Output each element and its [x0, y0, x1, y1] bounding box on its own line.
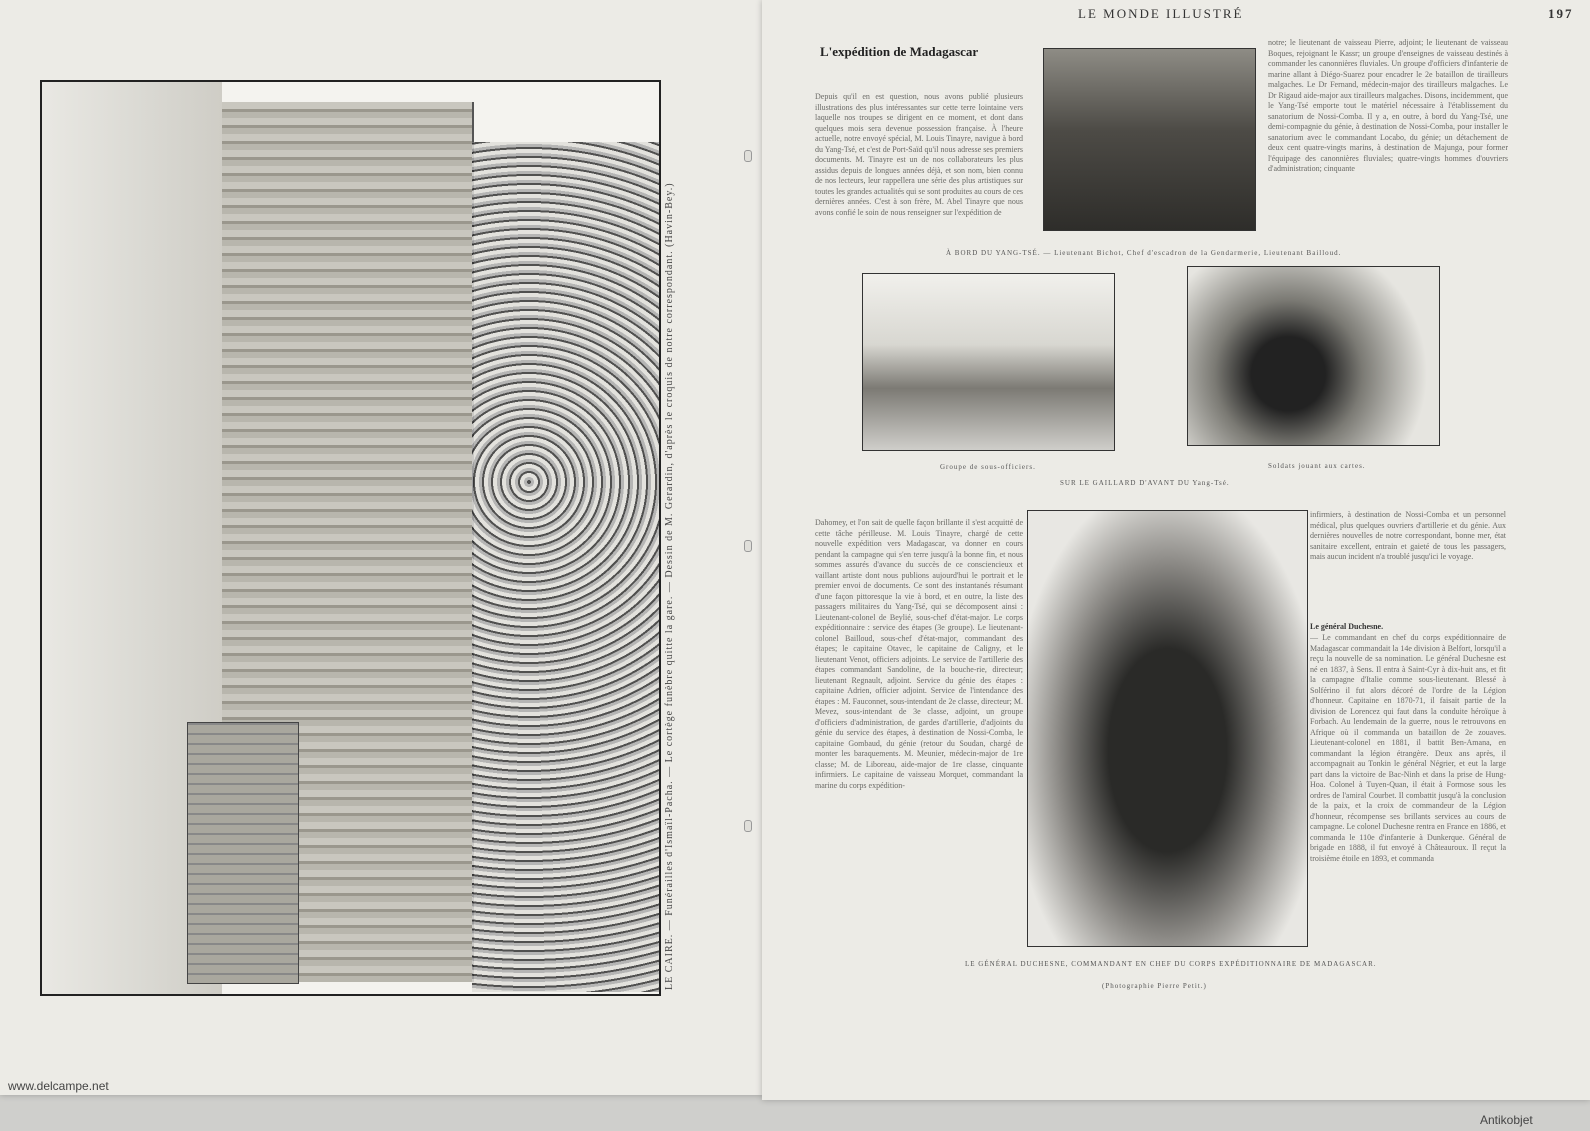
watermark-left: www.delcampe.net — [8, 1079, 109, 1093]
page-number: 197 — [1548, 6, 1574, 21]
article-column-3: Dahomey, et l'on sait de quelle façon brillante il s'est acquitté de cette tâche périlleuse. M. Louis Tinayre, chargé de cette nouvelle expédition vers Madagascar, va donner en cours pendant la campagne qui s'en terre jusqu'à la bonne fin, et nous sommes assurés d'avance du succès de ce consciencieux et vaillant artiste dont nous publions aujourd'hui le portrait et le premier envoi de documents. Ce sont des instantanés résumant d'une façon pittoresque la vie à bord, et en outre, la liste des passagers militaires du Yang-Tsé, qui se décomposent ainsi : Lieutenant-colonel de Beylié, sous-chef d'état-major. Le corps expéditionnaire : service des étapes (3e groupe). Le lieutenant-colonel Bailloud, sous-chef d'état-major, commandant des étapes; le capitaine Otavec, le capitaine de Caligny, et le lieutenant Venot, officiers adjoints. Le service de l'artillerie des étapes commandant Sandoline, de la bouche-rie, directeur; lieutenant Regnault, adjoint. Service du génie des étapes : capitaine Adrien, officier adjoint. Service de l'intendance des étapes : M. Fauconnet, sous-intendant de 2e classe, directeur; M. Mevez, sous-intendant de 3e classe, adjoint, un groupe d'officiers d'administration, de gardes d'artillerie, d'adjoints du génie du service des étapes, à destination de Nossi-Comba, le capitaine Gombaud, du génie (retour du Soudan, chargé de monter les baraquements. M. Meunier, médecin-major de 1re classe; M. de Liboreau, aide-major de 1re classe, cinquante infirmiers. Le capitaine de vaisseau Morquet, commandant la marine du corps expédition- — [815, 518, 1023, 790]
subhead-general-duchesne: Le général Duchesne. — [1310, 622, 1384, 631]
photo-general-duchesne — [1027, 510, 1308, 947]
article-column-4: infirmiers, à destination de Nossi-Comba et un personnel médical, plus quelques ouvriers d'artillerie et du génie. Aux dernières nouvelles de notre correspondant, bonne mer, état sanitaire excellent, entrain et gaieté de tous les passagers, mais aucun incident n'a troublé jusqu'ici le voyage. — [1310, 510, 1506, 561]
binding-hole — [744, 820, 752, 832]
photo-aboard-yang-tse — [1043, 48, 1256, 231]
binding-hole — [744, 540, 752, 552]
caption-group-nco: Groupe de sous-officiers. — [940, 463, 1036, 471]
caption-general: LE GÉNÉRAL DUCHESNE, COMMANDANT EN CHEF DU CORPS EXPÉDITIONNAIRE DE MADAGASCAR. — [965, 960, 1377, 968]
photo-credit: (Photographie Pierre Petit.) — [1102, 982, 1207, 990]
photo-soldiers-cards — [1187, 266, 1440, 446]
article-column-1: Depuis qu'il en est question, nous avons publié plusieurs illustrations des plus intéressantes sur cette terre lointaine vers laquelle nos troupes se dirigent en ce moment, et dont dans quelques mois sera devenue possession française. À l'heure actuelle, notre envoyé spécial, M. Louis Tinayre, navigue à bord du Yang-Tsé, et c'est de Port-Saïd qu'il nous adresse ses premiers documents. M. Tinayre est un de nos collaborateurs les plus assidus depuis de longues années déjà, et son nom, bien connu de nos lecteurs, leur rappellera une série des plus artistiques sur toutes les grandes actualités qui se sont produites au cours de ces dernières années. C'est à son frère, M. Abel Tinayre que nous avons confié le soin de nous renseigner sur l'expédition de — [815, 92, 1023, 217]
photo-group-nco — [862, 273, 1115, 451]
publication-header: LE MONDE ILLUSTRÉ — [1078, 6, 1244, 21]
caption-soldiers-cards: Soldats jouant aux cartes. — [1268, 462, 1366, 470]
cairo-funeral-engraving — [40, 80, 661, 996]
left-page — [0, 0, 762, 1095]
article-title: L'expédition de Madagascar — [820, 44, 979, 59]
engraving-procession-crowd — [472, 142, 661, 992]
article-column-2: notre; le lieutenant de vaisseau Pierre, adjoint; le lieutenant de vaisseau Boques, rejoignant le Kassr; un groupe d'enseignes de vaisseau destinés à commander les canonnières fluviales. Un groupe d'officiers d'infanterie de marine allant à Diégo-Suarez pour encadrer le 2e bataillon de tirailleurs malgaches. Le Dr Fernand, médecin-major des tirailleurs malgaches. Le Dr Rigaud aide-major aux tirailleurs malgaches. Disons, incidemment, que le Yang-Tsé emporte tout le matériel nécessaire à l'établissement du sanatorium de Nossi-Comba. Il y a, en outre, à bord du Yang-Tsé, une demi-compagnie du génie, à destination de Nossi-Comba, pour installer le sanatorium avec le commandant Locabo, du génie; un détachement de deux cent quatre-vingts marins, à destination de Majunga, pour former l'équipage des canonnières fluviales; quatre-vingts hommes d'ouvriers d'administration; cinquante — [1268, 38, 1508, 173]
binding-hole — [744, 150, 752, 162]
caption-deck: SUR LE GAILLARD D'AVANT DU Yang-Tsé. — [1060, 479, 1230, 487]
watermark-right: Antikobjet — [1480, 1113, 1533, 1127]
engraving-caption: LE CAIRE. — Funérailles d'Ismaïl-Pacha. — Le cortège funèbre quitte la gare. — Dessin de M. Gerardin, d'après le croquis de notre correspondant. (Havin-Bey.) — [664, 182, 675, 990]
caption-aboard: À BORD DU YANG-TSÉ. — Lieutenant Bichot, Chef d'escadron de la Gendarmerie, Lieutenant Bailloud. — [946, 249, 1342, 257]
article-column-5: — Le commandant en chef du corps expéditionnaire de Madagascar commandait la 14e division à Belfort, lorsqu'il a reçu la nouvelle de sa nomination. Le général Duchesne est né en 1837, à Sens. Il entra à Saint-Cyr à dix-huit ans, et fit la campagne d'Italie comme sous-lieutenant. Blessé à Solférino il fut alors décoré de l'ordre de la Légion d'honneur. Capitaine en 1870-71, il faisait partie de la division de Lorencez qui faut dans la conduite héroïque à Forbach. Au lendemain de la guerre, nous le retrouvons en Afrique où il commanda un bataillon de 2e zouaves. Lieutenant-colonel en 1881, il battit Ben-Amana, en commandant la légion étrangère. Deux ans après, il accompagnait au Tonkin le général Négrier, et eut la large part dans la victoire de Bac-Ninh et dans la prise de Hung-Hoa. Colonel à Tuyen-Quan, il était à Formose sous les ordres de l'amiral Courbet. Il combattit jusqu'à la conclusion de la paix, et la croix de commandeur de la Légion d'honneur, récompense ses brillants services au cours de campagne. Le colonel Duchesne rentra en France en 1886, et commanda le 110e d'infanterie à Dunkerque. Général de brigade en 1888, il fut envoyé à Châteauroux. Il reçut la troisième étoile en 1893, et commanda — [1310, 633, 1506, 863]
engraving-tower — [187, 722, 299, 984]
